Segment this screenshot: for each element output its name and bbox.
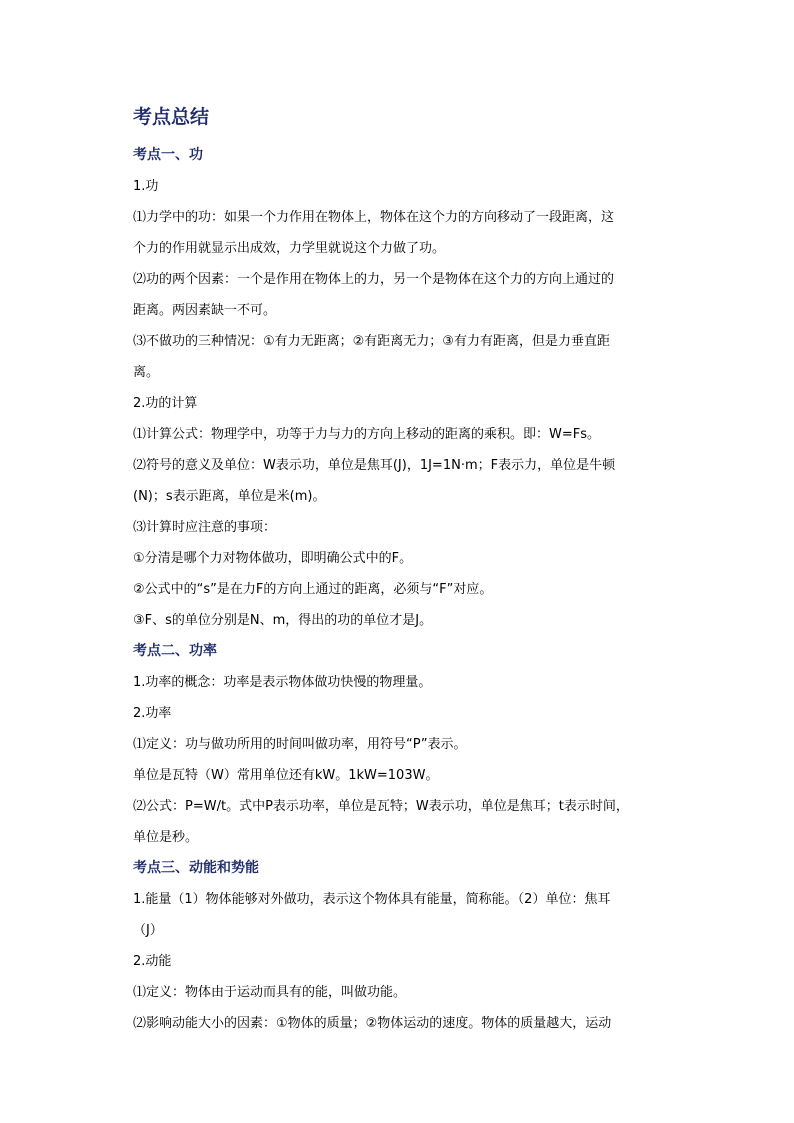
- text-line: 2.功率: [133, 706, 172, 721]
- page-title: 考点总结: [133, 106, 210, 128]
- text-line: ②公式中的“s”是在力F的方向上通过的距离，必须与“F”对应。: [133, 582, 493, 597]
- text-line: 1.能量（1）物体能够对外做功，表示这个物体具有能量，简称能。（2）单位：焦耳: [133, 892, 611, 907]
- text-line: (N)；s表示距离，单位是米(m)。: [133, 489, 326, 504]
- text-line: （J）: [133, 923, 163, 938]
- text-line: 1.功: [133, 179, 159, 194]
- text-line: 2.功的计算: [133, 396, 198, 411]
- text-line: ⑶不做功的三种情况：①有力无距离；②有距离无力；③有力有距离，但是力垂直距: [133, 334, 610, 349]
- text-line: 单位是秒。: [133, 830, 199, 845]
- section-3: [133, 853, 663, 1039]
- text-line: 个力的作用就显示出成效，力学里就说这个力做了功。: [133, 241, 446, 256]
- text-line: ⑵影响动能大小的因素：①物体的质量；②物体运动的速度。物体的质量越大，运动: [133, 1016, 612, 1031]
- section-heading: 考点三、动能和势能: [133, 860, 259, 876]
- text-line: ⑴定义：功与做功所用的时间叫做功率，用符号“P”表示。: [133, 737, 467, 752]
- text-line: ⑴力学中的功：如果一个力作用在物体上，物体在这个力的方向移动了一段距离，这: [133, 210, 615, 225]
- text-line: 离。: [133, 365, 160, 380]
- text-line: 距离。两因素缺一不可。: [133, 303, 277, 318]
- section-2: [133, 636, 663, 853]
- section-heading: 考点二、功率: [133, 643, 217, 659]
- section-1: [133, 140, 663, 636]
- text-line: ⑴计算公式：物理学中，功等于力与力的方向上移动的距离的乘积。即：W=Fs。: [133, 427, 600, 442]
- text-line: ①分清是哪个力对物体做功，即明确公式中的F。: [133, 551, 413, 566]
- text-line: ⑵公式：P=W/t。式中P表示功率，单位是瓦特；W表示功，单位是焦耳；t表示时间，: [133, 799, 629, 814]
- text-line: 2.动能: [133, 954, 172, 969]
- text-line: 1.功率的概念：功率是表示物体做功快慢的物理量。: [133, 675, 432, 690]
- text-line: ⑵符号的意义及单位：W表示功，单位是焦耳(J)，1J=1N·m；F表示力，单位是牛顿: [133, 458, 616, 473]
- text-line: ⑴定义：物体由于运动而具有的能，叫做功能。: [133, 985, 407, 1000]
- document-page: [133, 104, 663, 1039]
- text-line: ⑵功的两个因素：一个是作用在物体上的力，另一个是物体在这个力的方向上通过的: [133, 272, 615, 287]
- text-line: 单位是瓦特（W）常用单位还有kW。1kW=103W。: [133, 768, 439, 783]
- text-line: ⑶计算时应注意的事项：: [133, 520, 277, 535]
- section-heading: 考点一、功: [133, 147, 203, 163]
- text-line: ③F、s的单位分别是N、m，得出的功的单位才是J。: [133, 613, 433, 628]
